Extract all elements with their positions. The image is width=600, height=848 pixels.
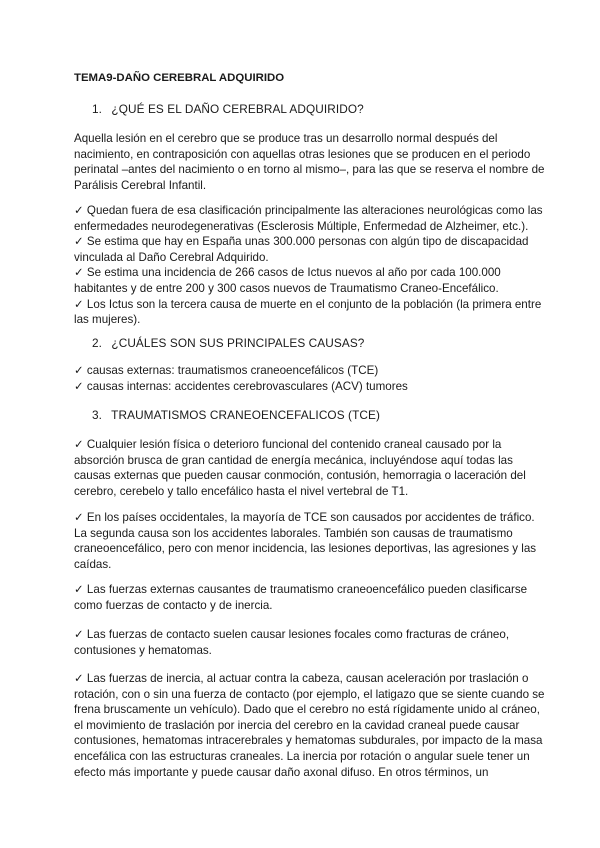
paragraph-external-forces xyxy=(74,582,530,613)
heading-text: ¿QUÉ ES EL DAÑO CEREBRAL ADQUIRIDO? xyxy=(111,102,364,116)
text-line: ✓ Los Ictus son la tercera causa de muerte en el conjunto de la población (la primera entre xyxy=(74,297,542,311)
text-line: Aquella lesión en el cerebro que se produce tras un desarrollo normal después del xyxy=(74,132,498,145)
paragraph-definition xyxy=(74,131,545,193)
text-line: contusiones y hematomas. xyxy=(74,643,212,657)
text-line: ✓ Quedan fuera de esa clasificación principalmente las alteraciones neurológicas como las xyxy=(74,204,543,217)
paragraph-tce-causes xyxy=(74,510,537,572)
paragraph-facts xyxy=(74,203,543,328)
text-line: el movimiento de traslación por inercia del cerebro en la cavidad craneal puede causar xyxy=(74,718,520,732)
heading-text: TRAUMATISMOS CRANEOENCEFALICOS (TCE) xyxy=(111,408,381,422)
text-line: Parálisis Cerebral Infantil. xyxy=(74,178,207,192)
paragraph-tce-definition xyxy=(74,437,530,499)
text-line: ✓ Se estima que hay en España unas 300.000 personas con algún tipo de discapacidad xyxy=(74,235,529,249)
heading-1 xyxy=(92,102,364,118)
text-line: causas externas que pueden causar conmoción, contusión, hemorragia o laceración del xyxy=(74,469,526,483)
text-line: perinatal –antes del nacimiento o en torno al mismo–, para las que se reserva el nombre de xyxy=(74,163,545,177)
text-line: ✓ En los países occidentales, la mayoría de TCE son causados por accidentes de tráfico. xyxy=(74,511,535,524)
text-line: ✓ causas externas: traumatismos craneoencefálicos (TCE) xyxy=(74,364,379,377)
text-line: La segunda causa son los accidentes laborales. También son causas de traumatismo xyxy=(74,526,513,540)
heading-number: 2. xyxy=(92,336,103,350)
heading-number: 3. xyxy=(92,408,103,422)
text-line: ✓ Se estima una incidencia de 266 casos de Ictus nuevos al año por cada 100.000 xyxy=(74,266,501,280)
heading-2 xyxy=(92,336,364,352)
text-line: contusiones, hematomas intracerebrales y hematomas subdurales, por impacto de la masa xyxy=(74,734,543,748)
text-line: rotación, con o sin una fuerza de contacto (por ejemplo, el latigazo que se siente cuando se xyxy=(74,687,545,701)
paragraph-inertia-forces xyxy=(74,671,545,780)
heading-number: 1. xyxy=(92,102,103,116)
text-line: caídas. xyxy=(74,557,112,571)
text-line: vinculada al Daño Cerebral Adquirido. xyxy=(74,250,269,264)
text-line: efecto más importante y puede causar daño axonal difuso. En otros términos, un xyxy=(74,765,489,779)
text-line: ✓ causas internas: accidentes cerebrovasculares (ACV) tumores xyxy=(74,379,408,393)
text-line: ✓ Las fuerzas de inercia, al actuar contra la cabeza, causan aceleración por traslación o xyxy=(74,672,529,685)
text-line: ✓ Cualquier lesión física o deterioro funcional del contenido craneal causado por la xyxy=(74,438,502,451)
text-line: craneoencefálico, pero con menor incidencia, las lesiones deportivas, las agresiones y las xyxy=(74,542,537,556)
paragraph-causes xyxy=(74,363,530,394)
heading-text: ¿CUÁLES SON SUS PRINCIPALES CAUSAS? xyxy=(111,336,365,350)
text-line: encefálica con las estructuras craneales. La inercia por rotación o angular suele tener un xyxy=(74,749,530,763)
text-line: ✓ Las fuerzas de contacto suelen causar lesiones focales como fracturas de cráneo, xyxy=(74,628,510,641)
paragraph-contact-forces xyxy=(74,627,530,658)
text-line: habitantes y de entre 200 y 300 casos nuevos de Traumatismo Craneo-Encefálico. xyxy=(74,281,499,295)
document-title: TEMA9-DAÑO CEREBRAL ADQUIRIDO xyxy=(74,72,285,84)
text-line: cerebro, cerebelo y tallo encefálico hasta el nivel vertebral de T1. xyxy=(74,484,409,498)
text-line: enfermedades neurodegenerativas (Esclerosis Múltiple, Enfermedad de Alzheimer, etc.). xyxy=(74,219,529,233)
text-line: las mujeres). xyxy=(74,313,141,327)
text-line: absorción brusca de gran cantidad de energía mecánica, incluyéndose aquí todas las xyxy=(74,453,513,467)
heading-3 xyxy=(92,408,380,424)
text-line: frena bruscamente un vehículo). Dado que el cerebro no está rígidamente unido al cráneo, xyxy=(74,703,540,717)
text-line: nacimiento, en contraposición con aquellas otras lesiones que se producen en el periodo xyxy=(74,147,531,161)
text-line: como fuerzas de contacto y de inercia. xyxy=(74,598,273,612)
text-line: ✓ Las fuerzas externas causantes de traumatismo craneoencefálico pueden clasificarse xyxy=(74,583,528,596)
